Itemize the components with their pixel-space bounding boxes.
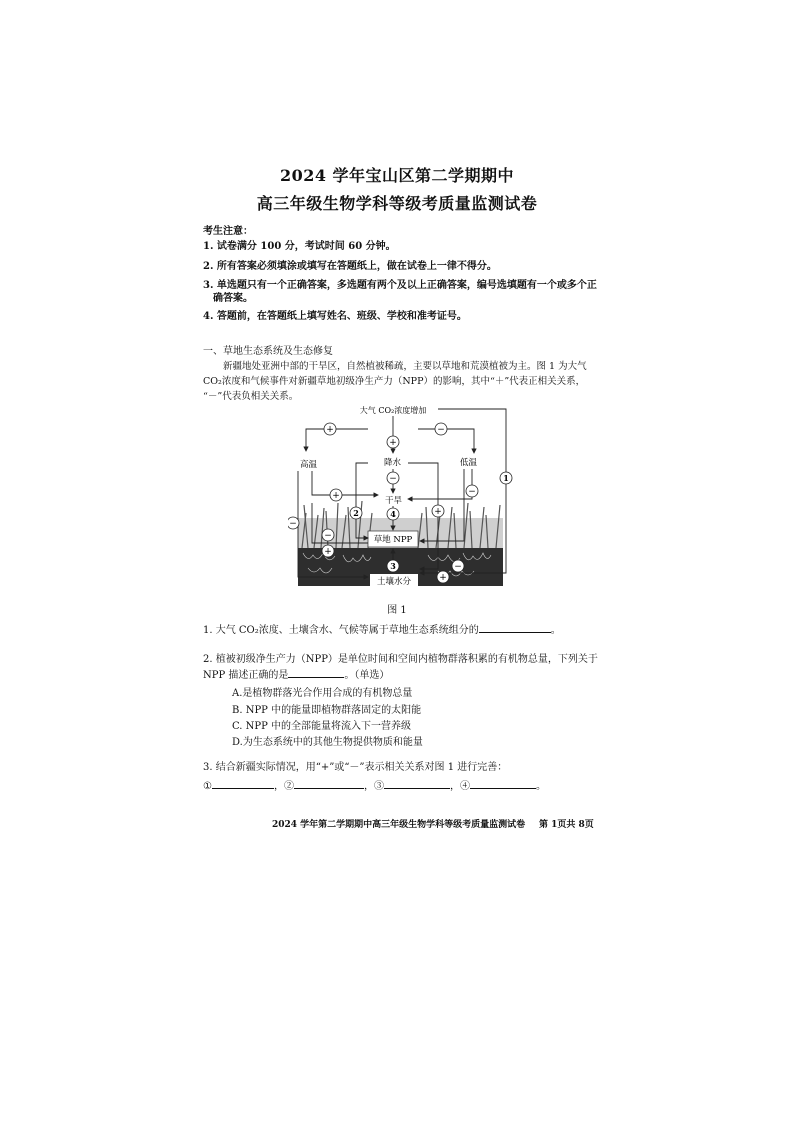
question-2-option-b[interactable]: B. NPP 中的能量即植物群落固定的太阳能 (232, 705, 422, 716)
notice-item-2: 2. 所有答案必须填涂或填写在答题纸上，做在试卷上一律不得分。 (203, 261, 497, 272)
question-2-option-a[interactable]: A.是植物群落光合作用合成的有机物总量 (232, 688, 413, 699)
question-3-blanks (203, 778, 603, 794)
question-2-blank[interactable] (288, 667, 344, 678)
question-1 (203, 622, 603, 638)
question-2-end: 。（单选） (344, 670, 390, 681)
question-3-blank-4[interactable] (470, 778, 536, 789)
notice-heading: 考生注意： (203, 226, 253, 237)
question-2 (203, 652, 603, 683)
intro-paragraph (203, 359, 603, 404)
question-3-text: 3. 结合新疆实际情况，用“+”或“－”表示相关关系对图 1 进行完善： (203, 762, 508, 773)
notice-item-3: 3. 单选题只有一个正确答案，多选题有两个及以上正确答案，编号选填题有一个或多个正 (203, 280, 597, 291)
question-3 (203, 760, 603, 775)
blank-label-3: ，③ (363, 781, 384, 792)
question-2-option-c[interactable]: C. NPP 中的全部能量将流入下一营养级 (232, 721, 412, 732)
question-3-end: 。 (535, 781, 546, 792)
question-3-blank-2[interactable] (294, 778, 364, 789)
notice-item-1: 1. 试卷满分 100 分，考试时间 60 分钟。 (203, 241, 396, 252)
question-2-line2: NPP 描述正确的是 (203, 670, 289, 681)
sign-hightemp-npp: − (324, 531, 332, 541)
sign-lowtemp-drought: − (468, 487, 476, 497)
label-co2: 大气 CO₂浓度增加 (359, 406, 427, 415)
exam-title-line2: 高三年级生物学科等级考质量监测试卷 (256, 194, 538, 213)
question-1-text: 1. 大气 CO₂浓度、土壤含水、气候等属于草地生态系统组分的 (203, 625, 479, 636)
sign-hightemp-npp-2: + (324, 547, 332, 557)
blank-label-2: ，② (273, 781, 294, 792)
label-low-temp: 低温 (460, 458, 478, 468)
question-3-blank-1[interactable] (212, 778, 274, 789)
footer-title: 2024 学年第二学期期中高三年级生物学科等级考质量监测试卷 (272, 820, 526, 830)
number-2: 2 (353, 508, 359, 518)
intro-line-3: “－”代表负相关关系。 (203, 391, 299, 402)
figure-1-diagram (288, 403, 518, 598)
sign-co2-hightemp: + (326, 425, 334, 435)
question-2-option-d[interactable]: D.为生态系统中的其他生物提供物质和能量 (232, 737, 423, 748)
question-1-blank[interactable] (479, 622, 551, 633)
intro-line-1: 新疆地处亚洲中部的干旱区，自然植被稀疏，主要以草地和荒漠植被为主。图 1 为大气 (223, 361, 587, 372)
sign-co2-rain: + (389, 438, 397, 448)
sign-hightemp-drought: + (332, 491, 340, 501)
section-title: 一、草地生态系统及生态修复 (203, 346, 333, 357)
number-1: 1 (503, 473, 509, 483)
question-3-blank-3[interactable] (384, 778, 450, 789)
notice-item-4: 4. 答题前，在答题纸上填写姓名、班级、学校和准考证号。 (203, 311, 467, 322)
figure-caption: 图 1 (387, 605, 407, 616)
notice-item-3-cont: 确答案。 (213, 293, 253, 304)
sign-co2-lowtemp: − (437, 425, 445, 435)
sign-lowtemp-npp: − (454, 562, 462, 572)
blank-label-1: ① (203, 781, 212, 792)
sign-lowtemp-soil: + (439, 573, 447, 583)
sign-hightemp-soil: − (289, 519, 297, 529)
number-4: 4 (390, 509, 396, 519)
label-soil: 土壤水分 (376, 577, 412, 587)
number-3: 3 (390, 561, 396, 571)
blank-label-4: ，④ (449, 781, 470, 792)
sign-rain-drought: − (389, 474, 397, 484)
label-high-temp: 高温 (300, 460, 318, 470)
intro-line-2: CO₂浓度和气候事件对新疆草地初级净生产力（NPP）的影响，其中“＋”代表正相关关系， (203, 376, 586, 387)
label-npp: 草地 NPP (373, 535, 413, 545)
question-1-end: 。 (550, 625, 561, 636)
label-rain: 降水 (384, 458, 402, 468)
label-drought: 干旱 (385, 496, 403, 506)
sign-rain-soil: + (434, 507, 442, 517)
exam-title-line1: 2024 学年宝山区第二学期期中 (279, 166, 515, 185)
question-2-line1: 2. 植被初级净生产力（NPP）是单位时间和空间内植物群落积累的有机物总量，下列关于 (203, 654, 598, 665)
footer-page-number: 第 1页共 8页 (539, 820, 594, 830)
